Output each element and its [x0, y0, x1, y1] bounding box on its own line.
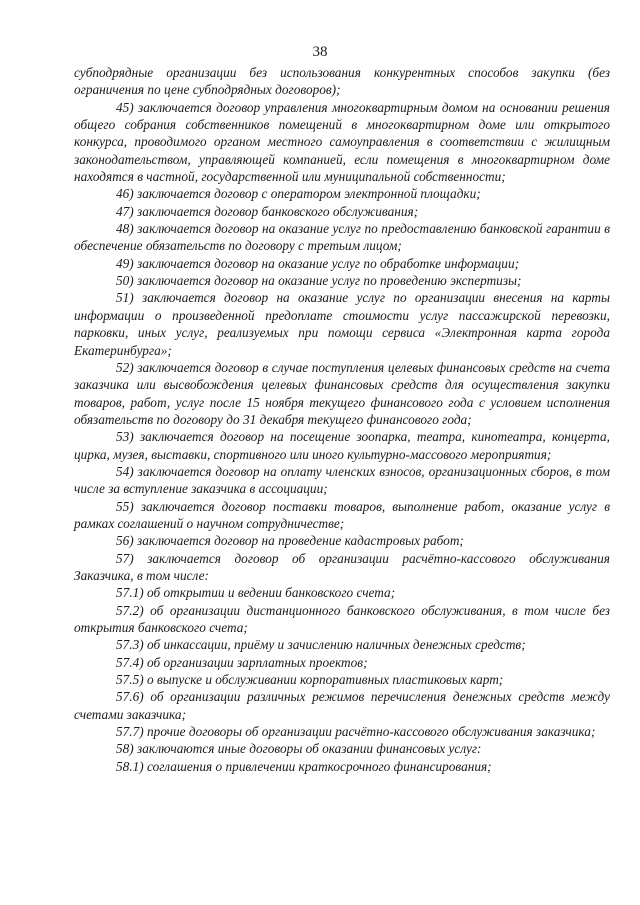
page-number: 38 [312, 44, 328, 60]
paragraph: 57.4) об организации зарплатных проектов; [116, 654, 368, 670]
paragraph: 57.3) об инкассации, приёму и зачислению наличных денежных средств; [116, 637, 526, 653]
paragraph: 57.1) об открытии и ведении банковского счета; [116, 585, 396, 601]
paragraph: 46) заключается договор с оператором электронной площадки; [116, 186, 481, 202]
paragraph: 47) заключается договор банковского обслуживания; [116, 203, 419, 219]
paragraph: 57.7) прочие договоры об организации расчётно-кассового обслуживания заказчика; [116, 724, 596, 740]
paragraph: 50) заключается договор на оказание услуг по проведению экспертизы; [116, 273, 522, 289]
paragraph: 57.2) об организации дистанционного банковского обслуживания, в том числе без открытия банковского счета; [74, 602, 610, 635]
paragraph: субподрядные организации без использования конкурентных способов закупки (без ограничения по цене субподрядных договоров); [74, 65, 610, 98]
paragraph: 52) заключается договор в случае поступления целевых финансовых средств на счета заказчика или высвобождения целевых финансовых средств для осуществления закупки товаров, работ, услуг после 15 ноября текущего финансового года с условием исполнения обязательств по договору до 31 декабря текущего финансового года; [74, 359, 610, 427]
paragraph: 58) заключаются иные договоры об оказании финансовых услуг: [116, 741, 482, 757]
paragraph: 58.1) соглашения о привлечении краткосрочного финансирования; [116, 758, 492, 774]
paragraph: 51) заключается договор на оказание услуг по организации внесения на карты информации о произведенной предоплате стоимости услуг пассажирской перевозки, парковки, иных услуг, реализуемых при помощи сервиса «Электронная карта города Екатеринбурга»; [74, 290, 610, 358]
paragraph: 49) заключается договор на оказание услуг по обработке информации; [116, 255, 520, 271]
paragraph: 57) заключается договор об организации расчётно-кассового обслуживания Заказчика, в том числе: [74, 550, 610, 583]
paragraph: 48) заключается договор на оказание услуг по предоставлению банковской гарантии в обеспечение обязательств по договору с третьим лицом; [74, 221, 610, 254]
paragraph: 57.5) о выпуске и обслуживании корпоративных пластиковых карт; [116, 672, 504, 688]
paragraph: 55) заключается договор поставки товаров, выполнение работ, оказание услуг в рамках соглашений о научном сотрудничестве; [74, 498, 610, 531]
paragraph: 45) заключается договор управления многоквартирным домом на основании решения общего собрания собственников помещений в многоквартирном доме или открытого конкурса, проводимого органом местного самоуправления в соответствии с жилищным законодательством, управляющей компанией, если помещения в многоквартирном доме находятся в частной, государственной или муниципальной собственности; [74, 99, 610, 185]
paragraph: 56) заключается договор на проведение кадастровых работ; [116, 533, 464, 549]
paragraph: 57.6) об организации различных режимов перечисления денежных средств между счетами заказчика; [74, 689, 610, 722]
paragraph: 54) заключается договор на оплату членских взносов, организационных сборов, в том числе за вступление заказчика в ассоциации; [74, 463, 610, 497]
paragraph: 53) заключается договор на посещение зоопарка, театра, кинотеатра, концерта, цирка, музея, выставки, спортивного или иного культурно-массового мероприятия; [74, 429, 610, 462]
document-body [74, 64, 610, 775]
